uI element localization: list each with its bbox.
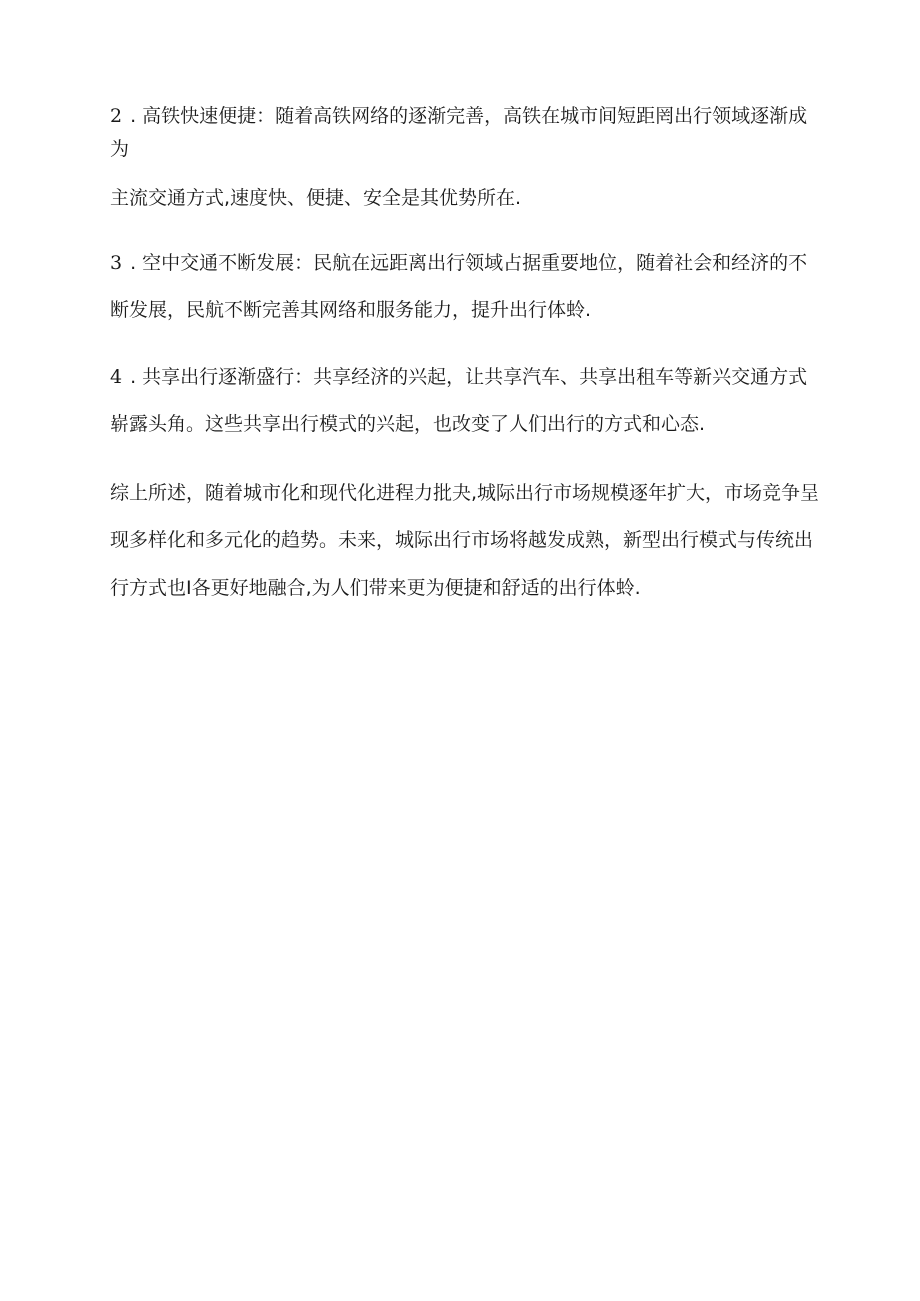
item-3-line-1 xyxy=(110,251,810,275)
summary-line-2: 现多样化和多元化的趋势。未来，城际出行市场将越发成熟，新型出行模式与传统出 xyxy=(110,529,814,551)
item-3-text-1: . 空中交通不断发展：民航在远距离出行领域占据重要地位，随着社会和经济的不 xyxy=(130,252,808,274)
item-4-text-1: . 共享出行逐渐盛行：共享经济的兴起，让共享汽车、共享出租车等新兴交通方式 xyxy=(130,366,808,388)
item-2-number: 2 xyxy=(110,105,123,127)
item-2-line-3: 主流交通方式,速度快、便捷、安全是其优势所在. xyxy=(110,187,522,209)
item-4-line-2: 崭露头角。这些共享出行模式的兴起，也改变了人们出行的方式和心态. xyxy=(110,413,706,435)
item-3-line-2: 断发展，民航不断完善其网络和服务能力，提升出行体蛉. xyxy=(110,299,592,321)
item-4-line-1 xyxy=(110,365,810,389)
summary-line-3: 行方式也Ⅰ各更好地融合,为人们带来更为便捷和舒适的出行体蛉. xyxy=(110,577,641,599)
summary-line-1: 综上所述，随着城市化和现代化进程力批夬,城际出行市场规模逐年扩大，市场竞争呈 xyxy=(110,482,820,504)
item-2-text-1: . 高铁快速便捷：随着高铁网络的逐渐完善，高铁在城市间短距罔出行领域逐渐成 xyxy=(130,105,808,127)
item-3-number: 3 xyxy=(110,252,123,274)
item-2-line-2: 为 xyxy=(110,138,130,160)
item-4-number: 4 xyxy=(110,366,123,388)
item-2-line-1 xyxy=(110,104,810,128)
